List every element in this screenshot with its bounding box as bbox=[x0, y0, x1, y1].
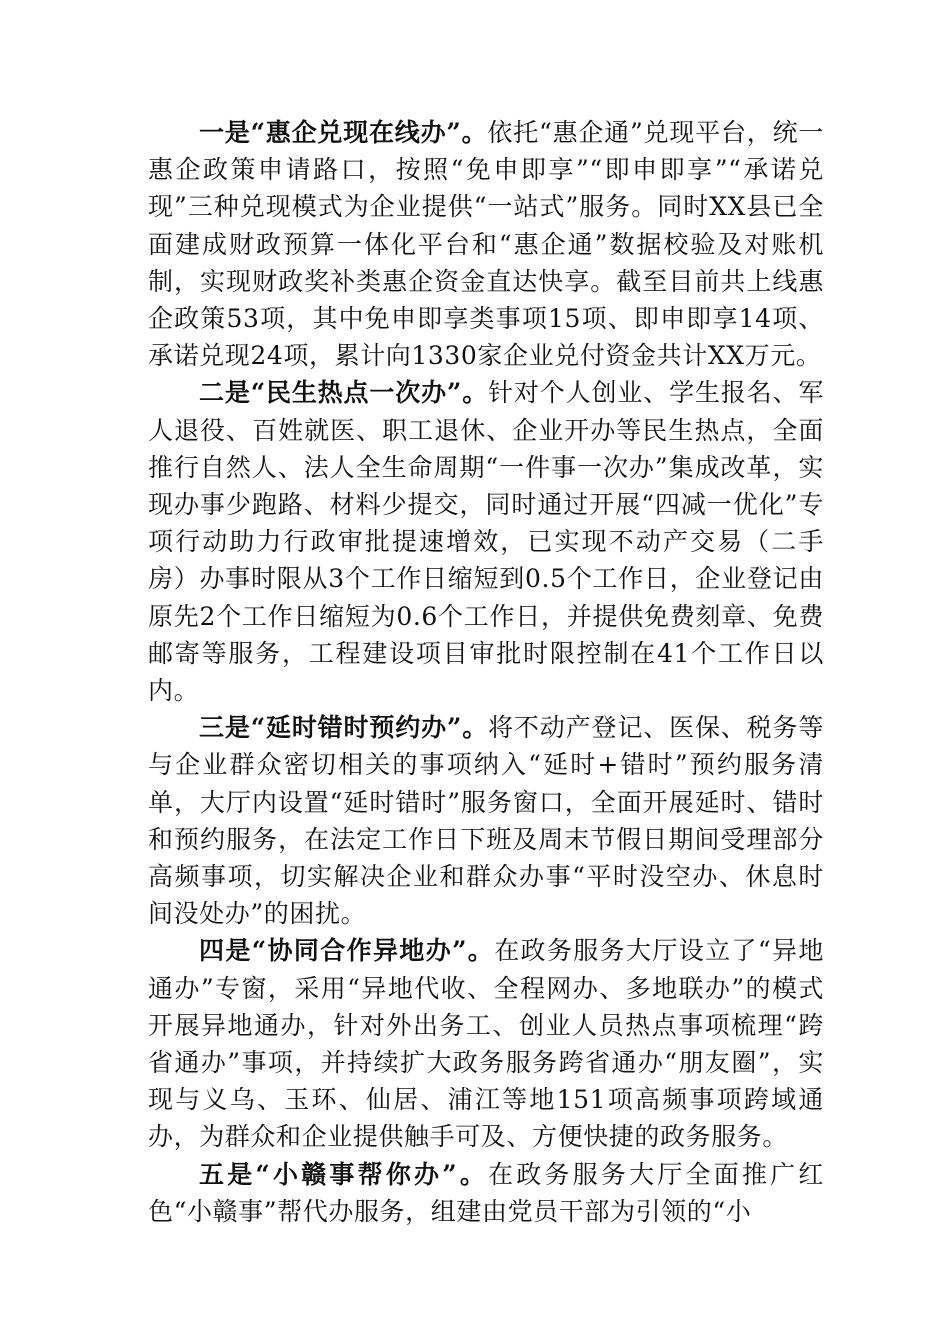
paragraph-4-heading: 四是“协同合作异地办”。 bbox=[199, 936, 495, 966]
paragraph-5 bbox=[148, 1156, 824, 1230]
paragraph-1-heading: 一是“惠企兑现在线办”。 bbox=[199, 118, 488, 147]
paragraph-2-body: 针对个人创业、学生报名、军人退役、百姓就医、职工退休、企业开办等民生热点，全面推行自然人、法人全生命周期“一件事一次办”集成改革，实现办事少跑路、材料少提交，同时通过开展“四减一优化”专项行动助力行政审批提速增效，已实现不动产交易（二手房）办事时限从3个工作日缩短到0.5个工作日，企业登记由原先2个工作日缩短为0.6个工作日，并提供免费刻章、免费邮寄等服务，工程建设项目审批时限控制在41个工作日以内。 bbox=[148, 378, 824, 706]
paragraph-2 bbox=[148, 374, 824, 709]
paragraph-4-body: 在政务服务大厅设立了“异地通办”专窗，采用“异地代收、全程网办、多地联办”的模式开展异地通办，针对外出务工、创业人员热点事项梳理“跨省通办”事项，并持续扩大政务服务跨省通办“朋友圈”，实现与义乌、玉环、仙居、浦江等地151项高频事项跨域通办，为群众和企业提供触手可及、方便快捷的政务服务。 bbox=[148, 936, 824, 1152]
paragraph-1-body: 依托“惠企通”兑现平台，统一惠企政策申请路口，按照“免申即享”“即申即享”“承诺兑现”三种兑现模式为企业提供“一站式”服务。同时XX县已全面建成财政预算一体化平台和“惠企通”数据校验及对账机制，实现财政奖补类惠企资金直达快享。截至目前共上线惠企政策53项，其中免申即享类事项15项、即申即享14项、承诺兑现24项，累计向1330家企业兑付资金共计XX万元。 bbox=[148, 118, 824, 371]
paragraph-5-heading: 五是“小赣事帮你办”。 bbox=[199, 1159, 489, 1189]
document-body bbox=[148, 114, 824, 1230]
paragraph-3-heading: 三是“延时错时预约办”。 bbox=[199, 713, 489, 743]
paragraph-3-body: 将不动产登记、医保、税务等与企业群众密切相关的事项纳入“延时+错时”预约服务清单，大厅内设置“延时错时”服务窗口，全面开展延时、错时和预约服务，在法定工作日下班及周末节假日期间受理部分高频事项，切实解决企业和群众办事“平时没空办、休息时间没处办”的困扰。 bbox=[148, 713, 824, 929]
paragraph-1 bbox=[148, 114, 824, 374]
paragraph-3 bbox=[148, 709, 824, 932]
paragraph-4 bbox=[148, 932, 824, 1155]
paragraph-5-body: 在政务服务大厅全面推广红色“小赣事”帮代办服务，组建由党员干部为引领的“小 bbox=[148, 1159, 824, 1226]
paragraph-2-heading: 二是“民生热点一次办”。 bbox=[199, 378, 489, 408]
